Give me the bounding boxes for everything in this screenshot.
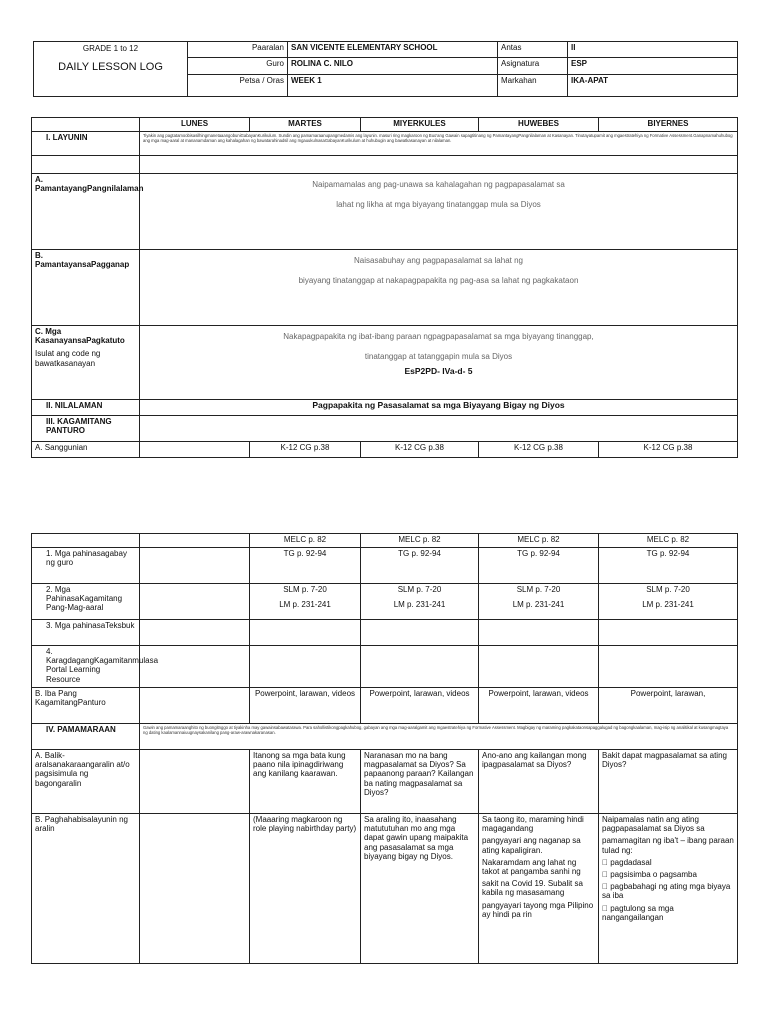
school-value: SAN VICENTE ELEMENTARY SCHOOL bbox=[288, 42, 498, 58]
paghahabi-line: pagbabahagi ng ating mga biyaya sa iba bbox=[602, 882, 733, 901]
day-header: MIYERKULES bbox=[361, 118, 479, 132]
paghahabi-line: pangyayari ang naganap sa ating kapaligiran. bbox=[482, 836, 581, 855]
sanggunian-value: K-12 CG p.38 bbox=[599, 442, 738, 458]
header-table bbox=[33, 41, 738, 97]
lm-value: LM p. 231-241 bbox=[279, 600, 331, 610]
lesson-table-2 bbox=[31, 533, 738, 964]
lm-value: LM p. 231-241 bbox=[393, 600, 446, 610]
iba-pang-value: Powerpoint, larawan, bbox=[599, 688, 738, 724]
melc-value: MELC p. 82 bbox=[250, 534, 361, 548]
balik-aral-value: Bakit dapat magpasalamat sa ating Diyos? bbox=[599, 750, 738, 814]
day-header: BIYERNES bbox=[599, 118, 738, 132]
level-label: Antas bbox=[498, 42, 568, 58]
balik-aral-label: A. Balik-aralsanakaraangaralin at/o pagsisimula ng bagongaralin bbox=[32, 750, 140, 814]
teksbuk-empty bbox=[250, 620, 361, 646]
nilalaman-label: II. NILALAMAN bbox=[32, 400, 140, 416]
kagamitan-empty bbox=[140, 584, 250, 620]
paghahabi-label: B. Paghahabisalayunin ng aralin bbox=[32, 814, 140, 964]
paghahabi-line: pagsisimba o pagsamba bbox=[602, 869, 689, 879]
teksbuk-label: 3. Mga pahinasaTeksbuk bbox=[32, 620, 140, 646]
subject-value: ESP bbox=[568, 58, 738, 75]
paghahabi-line: pamamagitan ng iba't – ibang paraan tulad ng: bbox=[602, 836, 734, 855]
layunin-label: I. LAYUNIN bbox=[32, 132, 140, 156]
balik-aral-value: Itanong sa mga bata kung paano nila ipinagdiriwang ang kanilang kaarawan. bbox=[250, 750, 361, 814]
pamamaraan-label: IV. PAMAMARAAN bbox=[32, 724, 140, 750]
layunin-note: Tiyakin ang pagtatamoobisasilhingmanetaaangobuniGabayanKurikulum. Sundin ang pamamaraanupangmedamis ang layunin. masuri ring magkaroon ng Buo'ang Gawain sapagtitinang ng PamantayangPangnilalaman at Kasanayan. Tinutayatupamit ang mgaestratehiya ng Formative Assessment.Ganapnamahuhubog ang mga mag-aaral at mananamdaman ang kahalagahan ng bawatarahinadsil ang mgauukulnasaGabayanKurikulum at huhubugin ang bawatkasanayan at nilalaman. bbox=[140, 132, 738, 156]
slm-value: SLM p. 7-20 bbox=[283, 585, 327, 594]
layunin-empty-wide bbox=[140, 156, 738, 174]
lesson-table-1 bbox=[31, 117, 738, 458]
corner-cell bbox=[32, 118, 140, 132]
paghahabi-line: pagdadasal bbox=[602, 857, 644, 867]
lm-value: LM p. 231-241 bbox=[642, 600, 694, 610]
kagamitang-label: III. KAGAMITANG PANTURO bbox=[32, 416, 140, 442]
pamantayan-pagganap-label: B. PamantayansaPagganap bbox=[32, 250, 140, 326]
paghahabi-line: pangyayari tayong mga Pilipino ay hindi pa rin bbox=[482, 900, 594, 919]
pamantayang-pangnilalaman-cell bbox=[140, 174, 738, 250]
lm-value: LM p. 231-241 bbox=[512, 600, 565, 610]
title-cell bbox=[34, 42, 188, 97]
kasanayan-line2: tinatanggap at tatanggapin mula sa Diyos bbox=[364, 352, 513, 361]
kagamitang-empty bbox=[140, 416, 738, 442]
paghahabi-line: pagtulong sa mga nangangailangan bbox=[602, 903, 730, 913]
gabay-value: TG p. 92-94 bbox=[250, 548, 361, 584]
gabay-value: TG p. 92-94 bbox=[479, 548, 599, 584]
teacher-value: ROLINA C. NILO bbox=[288, 58, 498, 75]
day-header: HUWEBES bbox=[479, 118, 599, 132]
teksbuk-empty bbox=[140, 620, 250, 646]
melc-empty bbox=[32, 534, 140, 548]
paghahabi-value: (Maaaring magkaroon ng role playing nabirthday party) bbox=[250, 814, 361, 964]
melc-empty bbox=[140, 534, 250, 548]
teacher-label: Guro bbox=[188, 58, 288, 75]
paghahabi-value-biyernes bbox=[599, 814, 738, 964]
slm-value: SLM p. 7-20 bbox=[646, 585, 690, 594]
kagamitan-value bbox=[599, 584, 738, 620]
melc-value: MELC p. 82 bbox=[361, 534, 479, 548]
pamantayan-pagganap-line1: Naisasabuhay ang pagpapasalamat sa lahat ng bbox=[353, 256, 523, 265]
sanggunian-empty bbox=[140, 442, 250, 458]
nilalaman-value: Pagpapakita ng Pasasalamat sa mga Biyayang Bigay ng Diyos bbox=[140, 400, 738, 416]
kagamitan-value bbox=[250, 584, 361, 620]
quarter-value: IKA-APAT bbox=[568, 75, 738, 97]
melc-value: MELC p. 82 bbox=[599, 534, 738, 548]
kasanayan-line1: Nakapagpapakita ng ibat-ibang paraan ngpagpapasalamat sa mga biyayang tinanggap, bbox=[283, 332, 594, 341]
paghahabi-value-huwebes bbox=[479, 814, 599, 964]
paghahabi-line: Naipamalas natin ang ating pagpapasalamat sa Diyos sa bbox=[602, 815, 705, 834]
iba-pang-empty bbox=[140, 688, 250, 724]
karagdagang-empty bbox=[599, 646, 738, 688]
page-title: DAILY LESSON LOG bbox=[58, 61, 163, 74]
sanggunian-value: K-12 CG p.38 bbox=[361, 442, 479, 458]
karagdagang-empty bbox=[250, 646, 361, 688]
teksbuk-empty bbox=[479, 620, 599, 646]
pamantayang-pangnilalaman-line2: lahat ng likha at mga biyayang tinatanggap mula sa Diyos bbox=[336, 200, 541, 209]
kasanayan-cell bbox=[140, 326, 738, 400]
kagamitan-value bbox=[361, 584, 479, 620]
sanggunian-value: K-12 CG p.38 bbox=[250, 442, 361, 458]
kasanayan-sub: Isulat ang code ng bawatkasanayan bbox=[35, 349, 101, 368]
gabay-value: TG p. 92-94 bbox=[599, 548, 738, 584]
paghahabi-line: Sa taong ito, maraming hindi magagandang bbox=[482, 815, 584, 834]
day-header: MARTES bbox=[250, 118, 361, 132]
kasanayan-label: C. Mga KasanayansaPagkatuto bbox=[35, 327, 125, 346]
slm-value: SLM p. 7-20 bbox=[516, 585, 561, 594]
karagdagang-empty bbox=[479, 646, 599, 688]
kagamitan-mag-aaral-label: 2. Mga PahinasaKagamitang Pang-Mag-aaral bbox=[32, 584, 140, 620]
iba-pang-value: Powerpoint, larawan, videos bbox=[250, 688, 361, 724]
teksbuk-empty bbox=[361, 620, 479, 646]
kagamitan-value bbox=[479, 584, 599, 620]
kasanayan-label-cell bbox=[32, 326, 140, 400]
pamantayan-pagganap-cell bbox=[140, 250, 738, 326]
date-value: WEEK 1 bbox=[288, 75, 498, 97]
quarter-label: Markahan bbox=[498, 75, 568, 97]
karagdagang-empty bbox=[140, 646, 250, 688]
gabay-empty bbox=[140, 548, 250, 584]
day-header: LUNES bbox=[140, 118, 250, 132]
paghahabi-line: sakit na Covid 19. Subalit sa kabila ng masasamang bbox=[482, 879, 583, 898]
paghahabi-line: Nakaramdam ang lahat ng takot at pangamba sanhi ng bbox=[482, 857, 581, 876]
pamantayang-pangnilalaman-line1: Naipamamalas ang pag-unawa sa kahalagahan ng pagpapasalamat sa bbox=[312, 180, 565, 189]
iba-pang-value: Powerpoint, larawan, videos bbox=[361, 688, 479, 724]
gabay-value: TG p. 92-94 bbox=[361, 548, 479, 584]
paghahabi-value: Sa araling ito, inaasahang matututuhan mo ang mga dapat gawin upang maipakita ang pasasalamat sa mga biyayang bigay ng Diyos. bbox=[361, 814, 479, 964]
pamamaraan-note: Gawin ang pamamaraanghito ng buongitnggo at tiyakinha may gawainsabawatarawa. Para sahollistikongpagkahubog, gabayan ang mga mag-aaralgamit ang mgaestratehiya ng Formative Assessment. Magbigay ng maraming pagkakataonsapaggalugad ng bagongkaalaman, mag-isip ng analitikal at kusangmagtaya ng dating kaalamannaiuugnaysakanilang pang-araw-arawnakaranasan. bbox=[140, 724, 738, 750]
pamantayang-pangnilalaman-label: A. PamantayangPangnilalaman bbox=[32, 174, 140, 250]
pamantayan-pagganap-line2: biyayang tinatanggap at nakapagpapakita ng pag-asa sa lahat ng pagkakataon bbox=[298, 276, 579, 285]
iba-pang-value: Powerpoint, larawan, videos bbox=[479, 688, 599, 724]
kasanayan-code: EsP2PD- IVa-d- 5 bbox=[404, 366, 473, 376]
school-label: Paaralan bbox=[188, 42, 288, 58]
iba-pang-label: B. Iba Pang KagamitangPanturo bbox=[32, 688, 140, 724]
melc-value: MELC p. 82 bbox=[479, 534, 599, 548]
balik-aral-value: Naranasan mo na bang magpasalamat sa Diyos? Sa papaanong paraan? Kailangan ba nating magpasalamat sa Diyos? bbox=[361, 750, 479, 814]
level-value: II bbox=[568, 42, 738, 58]
layunin-empty bbox=[32, 156, 140, 174]
grade-label: GRADE 1 to 12 bbox=[82, 44, 139, 53]
paghahabi-empty bbox=[140, 814, 250, 964]
sanggunian-value: K-12 CG p.38 bbox=[479, 442, 599, 458]
date-label: Petsa / Oras bbox=[188, 75, 288, 97]
karagdagang-label: 4. KaragdagangKagamitanmulasa Portal Learning Resource bbox=[32, 646, 140, 688]
balik-aral-value: Ano-ano ang kailangan mong ipagpasalamat sa Diyos? bbox=[479, 750, 599, 814]
teksbuk-empty bbox=[599, 620, 738, 646]
sanggunian-label: A. Sanggunian bbox=[32, 442, 140, 458]
slm-value: SLM p. 7-20 bbox=[397, 585, 442, 594]
balik-aral-empty bbox=[140, 750, 250, 814]
subject-label: Asignatura bbox=[498, 58, 568, 75]
gabay-label: 1. Mga pahinasagabay ng guro bbox=[32, 548, 140, 584]
karagdagang-empty bbox=[361, 646, 479, 688]
